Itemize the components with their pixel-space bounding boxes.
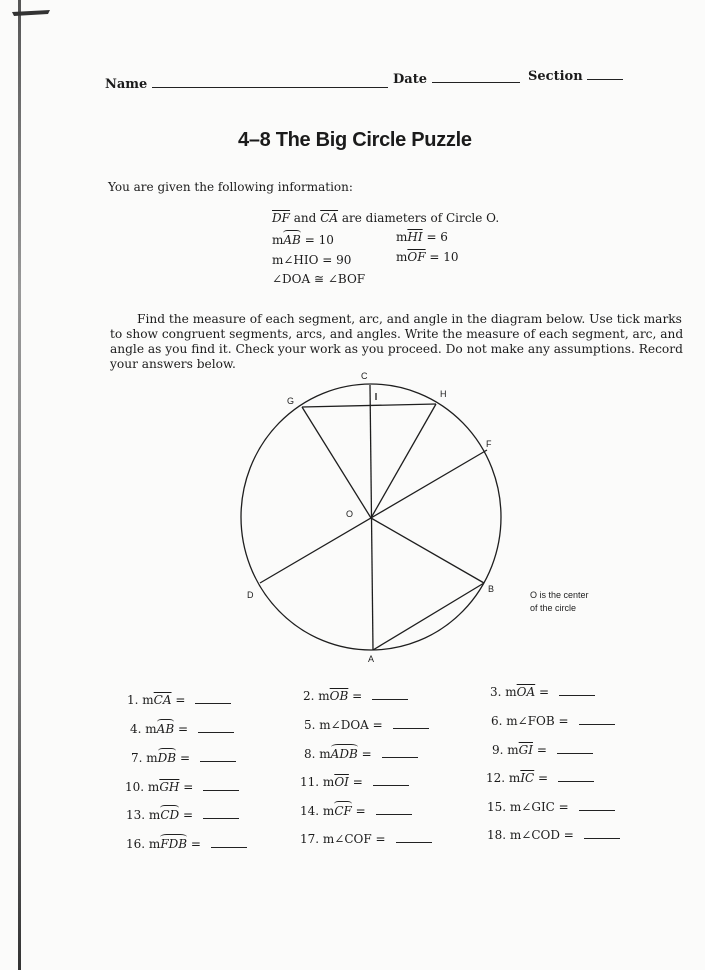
question-prefix: m [505,685,517,699]
label-a: A [368,654,375,664]
question-equals: = [179,780,194,794]
question-number: 3. [490,685,502,699]
answer-blank[interactable] [557,753,593,754]
question-number: 8. [304,747,316,761]
diameter-df [260,450,487,583]
answer-blank[interactable] [579,810,615,811]
label-h: H [440,389,447,399]
answer-item [487,800,615,814]
question-arc: ADB [330,747,358,761]
segment-df: $\overline{DF}$ [272,211,290,225]
question-prefix: m∠GIC = [509,800,569,814]
center-note-line-1: O is the center [530,590,589,600]
question-prefix: m [147,780,160,794]
question-prefix: m [148,808,161,822]
section-label: Section [528,69,583,84]
question-number: 7. [131,751,143,765]
segment-ob [371,518,484,583]
question-prefix: m [322,775,335,789]
answer-blank[interactable] [203,790,239,791]
question-arc: CD [160,808,180,822]
question-segment: $\overline{GH}$ [159,780,180,794]
instructions-line-4: your answers below. [110,357,236,371]
question-segment: $\overline{OI}$ [334,775,349,789]
question-equals: = [176,751,190,765]
answer-blank[interactable] [200,761,236,762]
question-segment: $\overline{CA}$ [153,693,172,707]
segment-hi-value: = 6 [426,230,448,244]
answer-item [131,751,236,765]
answer-blank[interactable] [195,703,231,704]
question-equals: = [171,693,186,707]
question-segment: $\overline{OA}$ [516,685,536,699]
m-prefix: m [272,233,284,247]
question-equals: = [348,689,363,703]
question-number: 5. [304,718,316,732]
answer-item [126,808,239,822]
label-f: F [486,439,492,449]
m-prefix: m [396,250,408,264]
answer-item [130,722,234,736]
question-number: 10. [125,780,145,794]
answer-blank[interactable] [584,838,620,839]
question-number: 13. [126,808,146,822]
question-prefix: m [142,693,154,707]
answer-item [125,780,239,794]
question-prefix: m [507,743,519,757]
label-b: B [488,584,495,594]
question-number: 16. [126,837,146,851]
and-word: and [293,211,317,225]
question-number: 17. [300,832,320,846]
arc-ab: AB [283,233,301,247]
answer-item [304,718,429,732]
answer-item [126,837,247,851]
question-arc: CF [334,804,352,818]
segment-ca: $\overline{CA}$ [320,211,339,225]
answer-blank[interactable] [393,728,429,729]
segment-og [302,407,371,518]
question-arc: AB [156,722,175,736]
question-equals: = [351,804,366,818]
question-prefix: m∠DOA = [319,718,383,732]
question-segment: $\overline{IC}$ [520,771,535,785]
instructions-line-1: Find the measure of each segment, arc, and angle in the diagram below. Use tick marks [137,312,682,326]
center-note-line-2: of the circle [530,603,577,613]
question-prefix: m∠COD = [509,828,574,842]
question-prefix: m [319,747,331,761]
instructions-line-3: angle as you find it. Check your work as you proceed. Do not make any assumptions. Record [110,342,683,356]
answer-blank[interactable] [211,847,247,848]
segment-hi: $\overline{HI}$ [407,230,423,244]
answer-blank[interactable] [579,724,615,725]
question-equals: = [535,685,550,699]
question-equals: = [348,775,363,789]
answer-item [492,743,593,757]
answer-item [304,747,418,761]
question-arc: FDB [160,837,188,851]
question-prefix: m [322,804,335,818]
question-prefix: m [145,722,157,736]
question-equals: = [357,747,372,761]
question-equals: = [533,743,547,757]
segment-of-value: = 10 [429,250,459,264]
answer-item [300,832,432,846]
question-equals: = [179,808,193,822]
answer-item [300,804,412,818]
answer-blank[interactable] [203,818,239,819]
question-number: 9. [492,743,504,757]
given-angle-hio: m∠HIO = 90 [272,253,352,267]
question-prefix: m [146,751,158,765]
question-number: 1. [127,693,139,707]
question-arc: DB [157,751,177,765]
instructions-line-2: to show congruent segments, arcs, and angles. Write the measure of each segment, arc, and [110,327,684,341]
question-segment: $\overline{OB}$ [329,689,349,703]
question-number: 2. [303,689,315,703]
diameters-text: are diameters of Circle O. [341,211,500,225]
date-label: Date [393,72,427,87]
label-o: O [346,509,354,519]
question-prefix: m [148,837,161,851]
label-g: G [287,396,295,406]
answer-item [300,775,409,789]
name-label: Name [105,77,148,92]
answer-blank[interactable] [559,695,595,696]
question-number: 14. [300,804,320,818]
question-equals: = [174,722,189,736]
answer-blank[interactable] [372,699,408,700]
question-prefix: m∠FOB = [506,714,569,728]
segment-of: $\overline{OF}$ [407,250,426,264]
question-segment: $\overline{GI}$ [518,743,533,757]
answer-item [487,828,620,842]
chord-ab [373,583,484,650]
m-prefix: m [396,230,408,244]
page-title: 4–8 The Big Circle Puzzle [238,129,472,151]
answer-blank[interactable] [396,842,432,843]
question-equals: = [534,771,549,785]
answer-blank[interactable] [558,781,594,782]
arc-ab-value: = 10 [304,233,334,247]
answer-blank[interactable] [382,757,418,758]
segment-oh [371,404,436,518]
question-prefix: m [318,689,330,703]
answer-item [490,685,595,699]
label-d: D [247,590,254,600]
question-number: 4. [130,722,142,736]
answer-blank[interactable] [198,732,234,733]
question-prefix: m [508,771,521,785]
given-congruence: ∠DOA ≅ ∠BOF [272,272,366,286]
question-number: 18. [487,828,507,842]
label-c: C [361,371,368,381]
answer-item [486,771,594,785]
intro-text: You are given the following information: [108,180,353,194]
question-number: 15. [487,800,507,814]
answer-item [303,689,408,703]
answer-item [491,714,615,728]
question-prefix: m∠COF = [322,832,386,846]
question-number: 6. [491,714,503,728]
answer-blank[interactable] [376,814,412,815]
answer-item [127,693,231,707]
answer-blank[interactable] [373,785,409,786]
chord-gh [302,404,436,407]
question-number: 11. [300,775,320,789]
question-number: 12. [486,771,506,785]
question-equals: = [187,837,201,851]
